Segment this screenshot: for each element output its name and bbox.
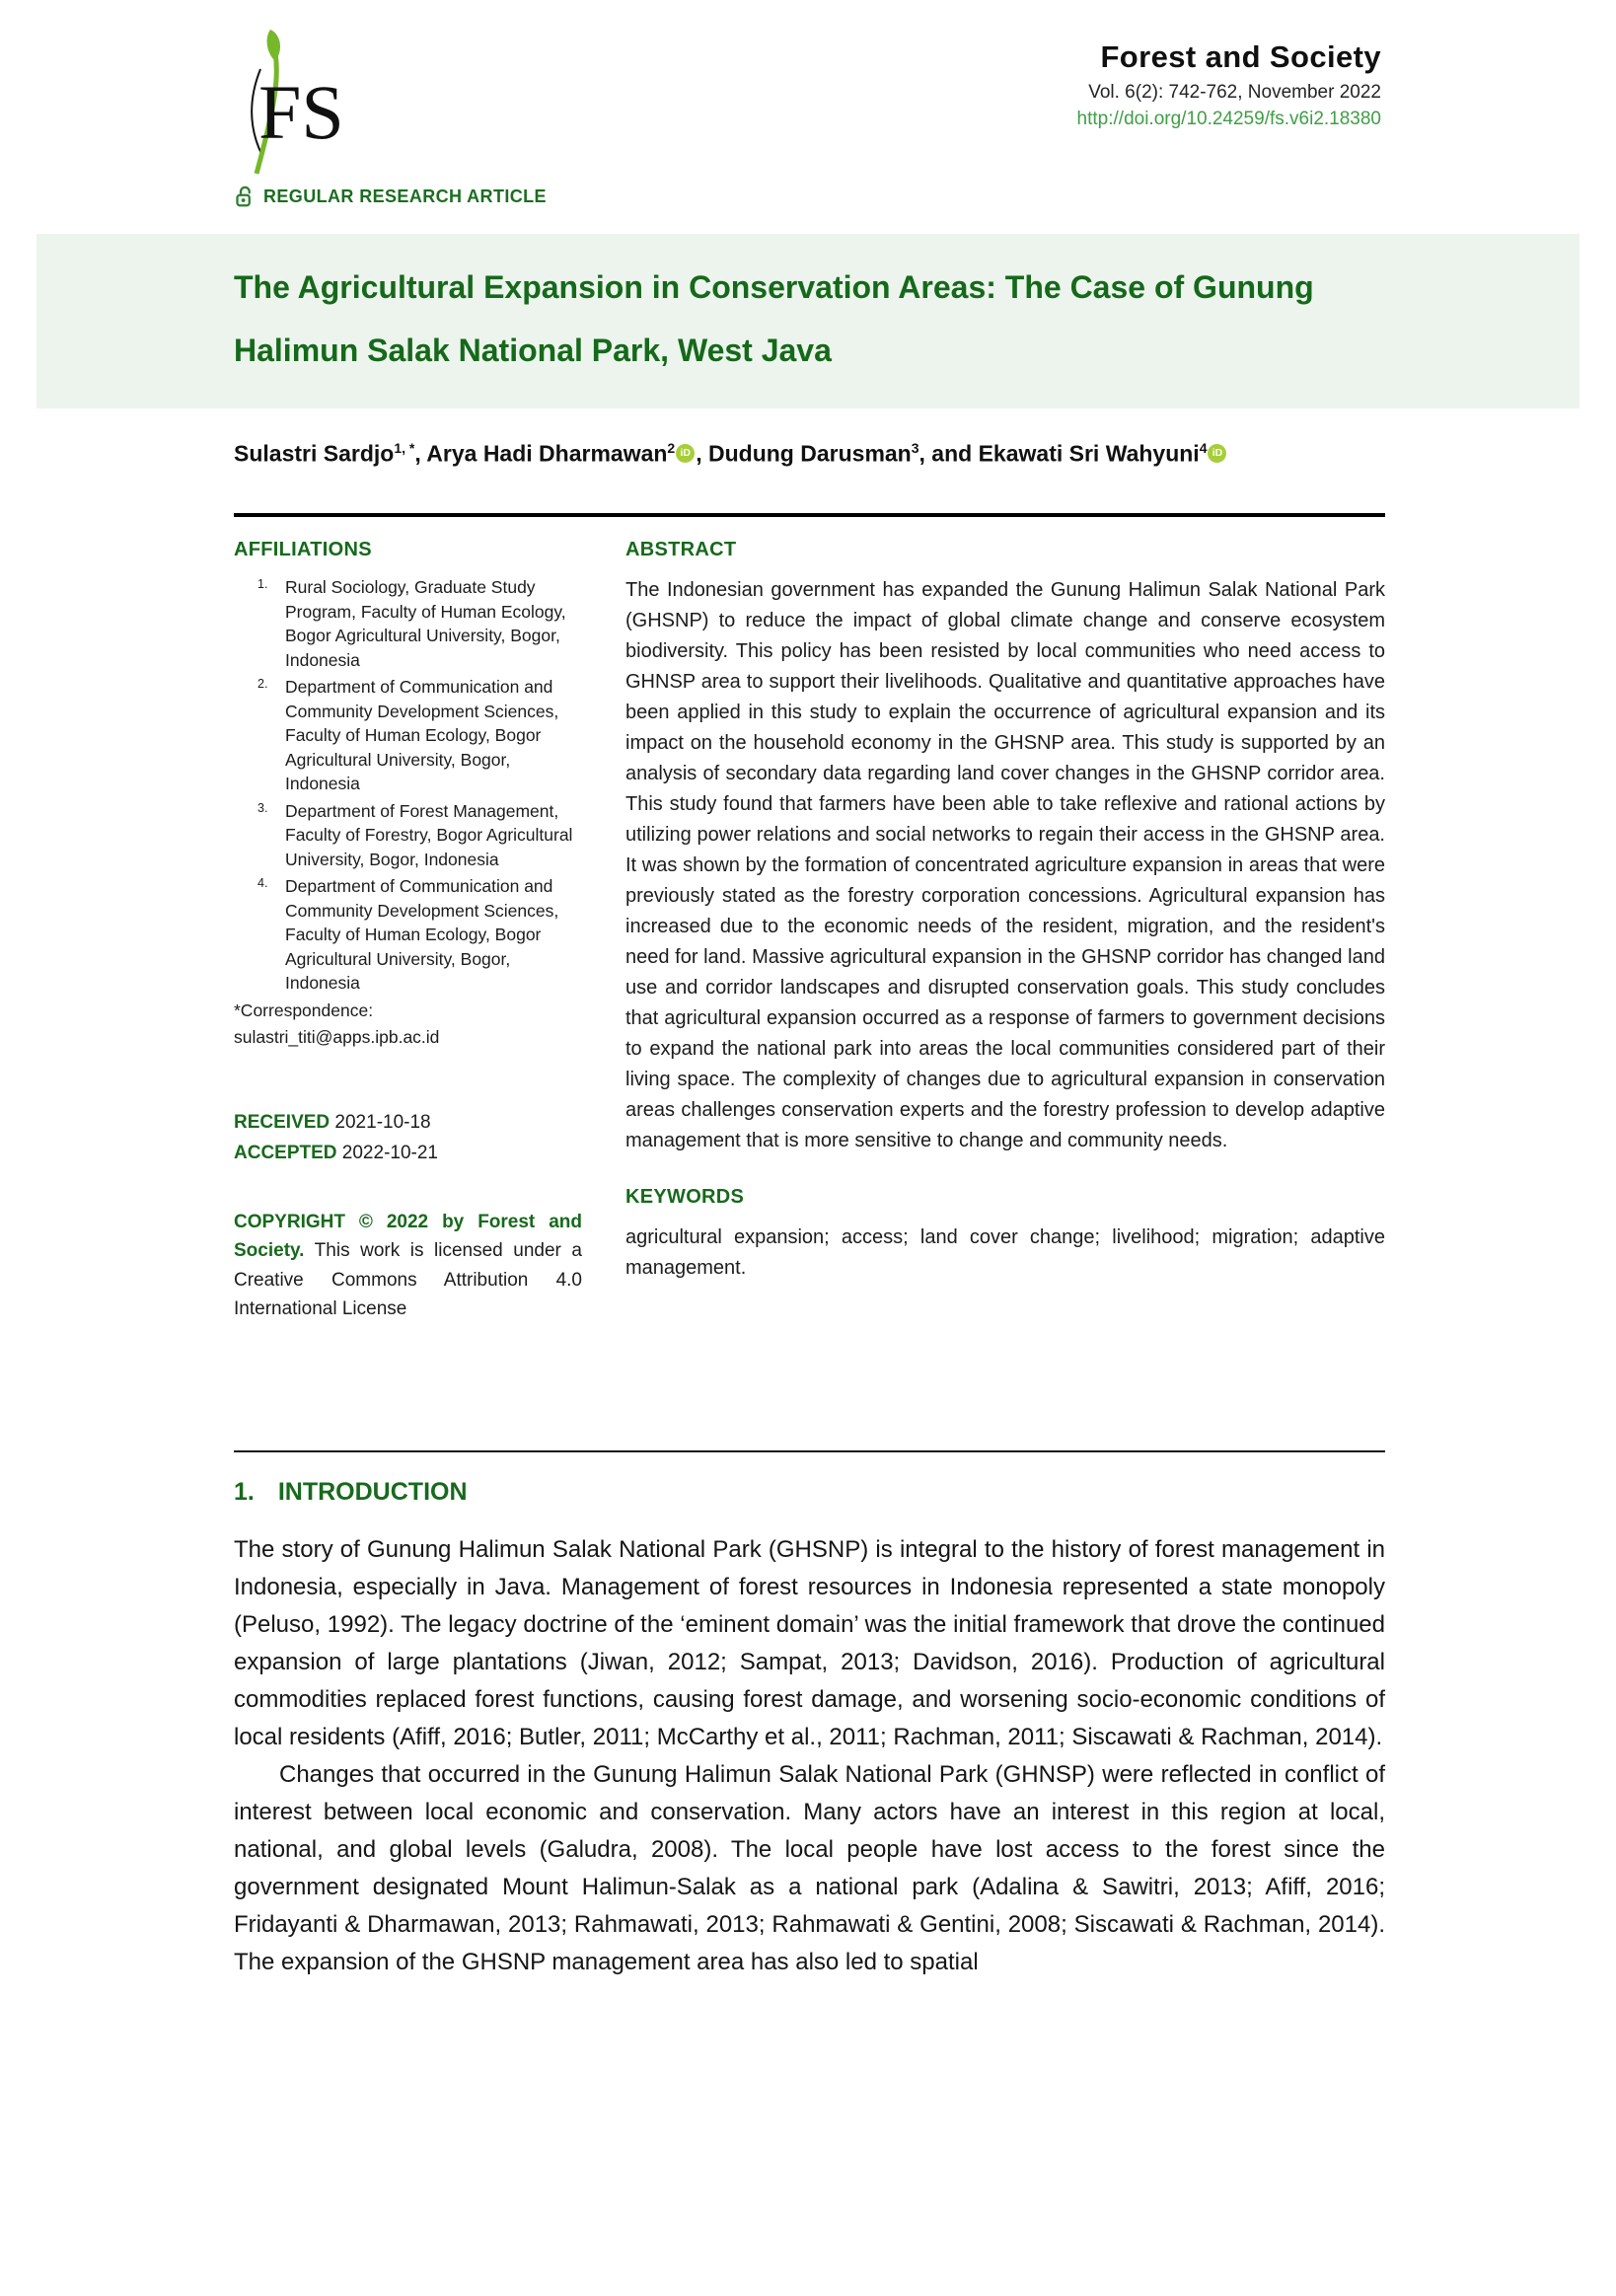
divider-thin — [234, 1450, 1385, 1452]
authors-line — [234, 428, 1388, 475]
open-access-lock-icon — [234, 185, 255, 208]
journal-info — [1077, 39, 1381, 130]
affiliation-number: 3. — [257, 800, 268, 815]
affiliation-item — [234, 799, 582, 872]
affiliation-number: 2. — [257, 677, 268, 691]
author-affiliation-marker: 2 — [667, 440, 676, 456]
accepted-label: ACCEPTED — [234, 1142, 337, 1163]
affiliations-list — [234, 575, 582, 996]
affiliation-number: 4. — [257, 876, 268, 890]
correspondence-email[interactable]: sulastri_titi@apps.ipb.ac.id — [234, 1027, 440, 1047]
title-banner — [37, 234, 1579, 408]
journal-title: Forest and Society — [1100, 39, 1381, 74]
author-name: Dudung Darusman — [708, 440, 912, 467]
author-affiliation-marker: 4 — [1199, 440, 1208, 456]
author-separator: , and — [918, 440, 979, 467]
affiliation-text: Department of Communication and Community Development Sciences, Faculty of Human Ecology, Bogor Agricultural University, Bogor, Indonesia — [285, 876, 559, 993]
author-separator: , — [696, 440, 708, 467]
affiliation-number: 1. — [257, 577, 268, 591]
affiliation-item — [234, 675, 582, 796]
received-label: RECEIVED — [234, 1111, 331, 1133]
keywords-heading: KEYWORDS — [625, 1186, 745, 1208]
body-paragraph: Changes that occurred in the Gunung Halimun Salak National Park (GHNSP) were reflected in conflict of interest between local economic and conservation. Many actors have an interest in this region at local, national, and global levels (Galudra, 2008). The local people have lost access to the forest since the government designated Mount Halimun-Salak as a national park (Adalina & Sawitri, 2013; Afiff, 2016; Fridayanti & Dharmawan, 2013; Rahmawati, 2013; Rahmawati & Gentini, 2008; Siscawati & Rachman, 2014). The expansion of the GHSNP management area has also led to spatial — [234, 1761, 1385, 1975]
doi-link[interactable]: http://doi.org/10.24259/fs.v6i2.18380 — [1076, 109, 1381, 129]
abstract-heading: ABSTRACT — [625, 539, 737, 560]
logo-text: FS — [258, 69, 344, 155]
introduction-heading — [234, 1478, 468, 1507]
copyright-lead: COPYRIGHT © 2022 by Forest and Society. — [234, 1211, 582, 1261]
section-number: 1. — [234, 1478, 255, 1506]
correspondence-label: *Correspondence: — [234, 1000, 374, 1020]
affiliation-item — [234, 874, 582, 996]
abstract-text: The Indonesian government has expanded the Gunung Halimun Salak National Park (GHSNP) to reduce the impact of global climate change and conserve ecosystem biodiversity. This policy has been resisted by local communities who need access to GHNSP area to support their livelihoods. Qualitative and quantitative approaches have been applied in this study to explain the occurrence of agricultural expansion and its impact on the household economy in the GHSNP area. This study is supported by an analysis of secondary data regarding land cover changes in the GHSNP corridor area. This study found that farmers have been able to take reflexive and rational actions by utilizing power relations and social networks to regain their access in the GHSNP area. It was shown by the formation of concentrated agriculture expansion in areas that were previously stated as the forestry corporation concessions. Agricultural expansion has increased due to the economic needs of the resident, migration, and the resident's need for land. Massive agricultural expansion in the GHSNP corridor has changed land use and corridor landscapes and disrupted conservation goals. This study concludes that agricultural expansion occurred as a response of farmers to government decisions to expand the national park into areas the local communities considered part of their living space. The complexity of changes due to agricultural expansion in conservation areas challenges conservation experts and the forestry profession to develop adaptive management that is more sensitive to change and community needs. — [625, 579, 1385, 1151]
abstract-column — [625, 539, 1385, 1324]
author-separator: , — [414, 440, 427, 467]
section-title: INTRODUCTION — [277, 1478, 468, 1506]
received-row — [234, 1107, 582, 1138]
copyright-block — [234, 1208, 582, 1324]
affiliation-item — [234, 575, 582, 672]
affiliations-heading: AFFILIATIONS — [234, 539, 372, 560]
author-name: Arya Hadi Dharmawan — [426, 440, 668, 467]
meta-columns — [234, 539, 1385, 1324]
author-affiliation-marker: 3 — [911, 440, 919, 456]
introduction-body — [234, 1531, 1385, 1981]
accepted-row — [234, 1138, 582, 1168]
orcid-icon[interactable]: iD — [1208, 444, 1226, 463]
affiliation-text: Department of Communication and Community Development Sciences, Faculty of Human Ecology, Bogor Agricultural University, Bogor, Indonesia — [285, 677, 559, 793]
author-affiliation-marker: 1, * — [394, 440, 415, 456]
keywords-text: agricultural expansion; access; land cover change; livelihood; migration; adaptive management. — [625, 1226, 1385, 1279]
affiliation-text: Rural Sociology, Graduate Study Program, Faculty of Human Ecology, Bogor Agricultural University, Bogor, Indonesia — [285, 577, 566, 670]
paper-title: The Agricultural Expansion in Conservation Areas: The Case of Gunung Halimun Salak National Park, West Java — [234, 269, 1314, 368]
affiliation-text: Department of Forest Management, Faculty of Forestry, Bogor Agricultural University, Bogor, Indonesia — [285, 800, 573, 869]
article-type-row — [234, 185, 547, 208]
author-name: Sulastri Sardjo — [234, 440, 395, 467]
keywords-block — [625, 1186, 1385, 1284]
affiliations-column — [234, 539, 582, 1324]
accepted-date: 2022-10-21 — [341, 1142, 438, 1163]
orcid-icon[interactable]: iD — [676, 444, 695, 463]
received-date: 2021-10-18 — [334, 1111, 431, 1133]
body-paragraph: The story of Gunung Halimun Salak National Park (GHSNP) is integral to the history of forest management in Indonesia, especially in Java. Management of forest resources in Indonesia represented a state monopoly (Peluso, 1992). The legacy doctrine of the ‘eminent domain’ was the initial framework that drove the continued expansion of large plantations (Jiwan, 2012; Sampat, 2013; Davidson, 2016). Production of agricultural commodities replaced forest functions, causing forest damage, and worsening socio-economic conditions of local residents (Afiff, 2016; Butler, 2011; McCarthy et al., 2011; Rachman, 2011; Siscawati & Rachman, 2014). — [234, 1536, 1385, 1750]
forest-and-society-logo — [227, 28, 345, 176]
article-type-label: REGULAR RESEARCH ARTICLE — [263, 186, 547, 206]
author-name: Ekawati Sri Wahyuni — [978, 440, 1200, 467]
copyright-rest: This work is licensed under a Creative Commons Attribution 4.0 International License — [234, 1240, 582, 1319]
dates-block — [234, 1107, 582, 1168]
divider-thick — [234, 513, 1385, 517]
journal-volume-line: Vol. 6(2): 742-762, November 2022 — [1088, 82, 1381, 103]
